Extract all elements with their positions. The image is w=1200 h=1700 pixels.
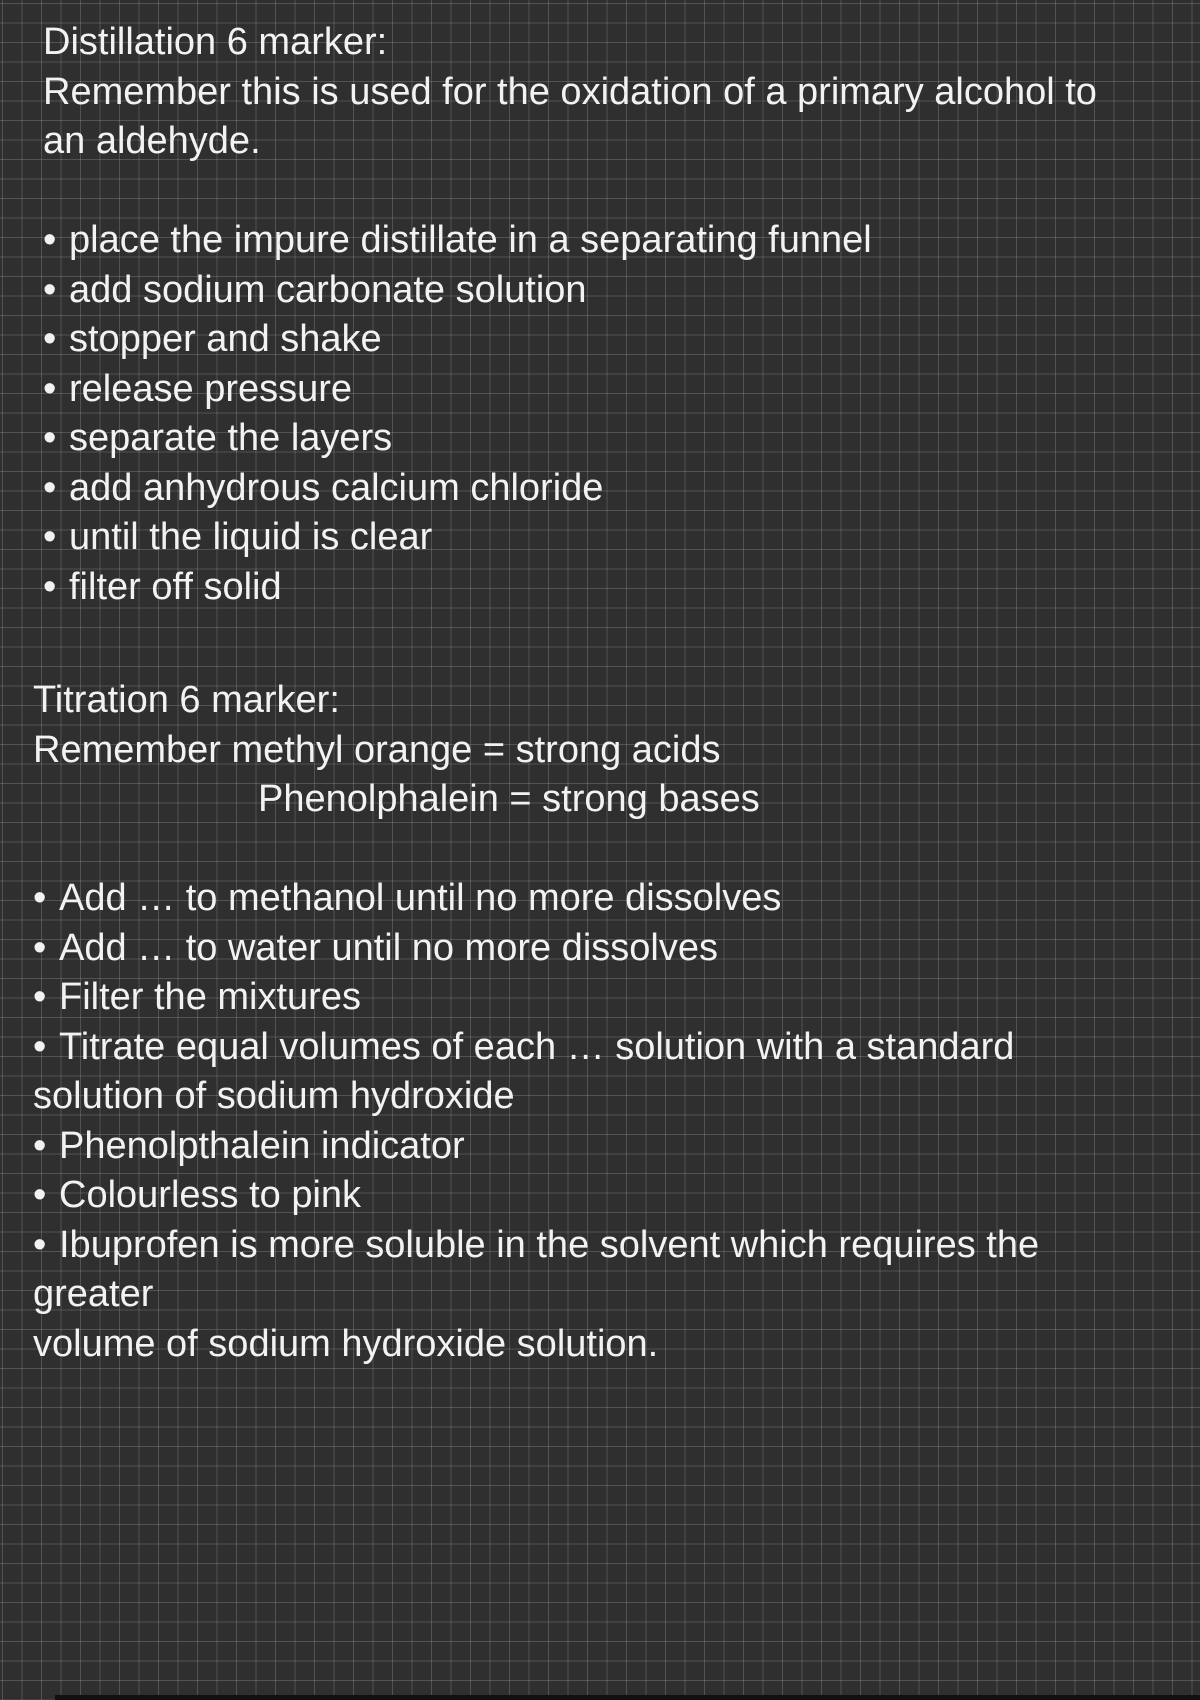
list-item	[33, 924, 1039, 974]
list-item	[43, 266, 1200, 316]
step-text: stopper and shake	[69, 318, 382, 360]
step-text: filter off solid	[69, 565, 282, 608]
step-text: Colourless to pink	[59, 1174, 362, 1216]
list-item	[33, 1221, 1039, 1271]
step-text: Ibuprofen is more soluble in the solvent which requires the	[59, 1223, 1040, 1266]
list-item	[43, 216, 1200, 266]
bullet-icon: •	[33, 976, 47, 1018]
step-continuation: volume of sodium hydroxide solution.	[33, 1322, 659, 1365]
distillation-heading: Distillation 6 marker:	[43, 21, 388, 63]
distillation-note-line-1: Remember this is used for the oxidation of a primary alcohol to	[43, 70, 1097, 113]
step-text: Add … to water until no more dissolves	[59, 926, 718, 969]
spacer	[33, 825, 1039, 875]
step-text: add sodium carbonate solution	[69, 268, 587, 311]
list-item	[33, 1122, 1039, 1172]
list-item	[43, 315, 1200, 365]
step-text: add anhydrous calcium chloride	[69, 466, 604, 509]
bullet-icon: •	[33, 1124, 47, 1167]
bullet-icon: •	[33, 1025, 47, 1068]
step-text: release pressure	[69, 367, 353, 410]
list-item	[43, 464, 1200, 514]
bottom-divider	[55, 1695, 1200, 1700]
step-text: until the liquid is clear	[69, 516, 433, 558]
step-text: Titrate equal volumes of each … solution with a standard	[59, 1025, 1015, 1068]
titration-heading: Titration 6 marker:	[33, 679, 340, 721]
list-item	[33, 973, 1039, 1023]
list-item	[43, 563, 1200, 613]
step-text: Filter the mixtures	[59, 976, 361, 1018]
list-item	[33, 1171, 1039, 1221]
titration-note-line-1: Remember methyl orange = strong acids	[33, 728, 721, 771]
list-item	[43, 513, 1200, 563]
bullet-icon: •	[33, 877, 47, 919]
spacer	[43, 167, 1200, 217]
step-text: place the impure distillate in a separating funnel	[69, 219, 872, 261]
bullet-icon: •	[43, 466, 57, 509]
bullet-icon: •	[43, 565, 57, 608]
step-text: Phenolpthalein indicator	[59, 1124, 465, 1167]
distillation-steps-list	[43, 216, 1200, 612]
step-text: separate the layers	[69, 417, 393, 459]
distillation-note-line-2: an aldehyde.	[43, 120, 261, 162]
list-item	[33, 1023, 1039, 1073]
distillation-section	[43, 18, 1200, 612]
titration-section	[33, 676, 1039, 1369]
bullet-icon: •	[43, 417, 57, 459]
list-item	[43, 365, 1200, 415]
bullet-icon: •	[33, 926, 47, 969]
list-item	[33, 874, 1039, 924]
step-text: Add … to methanol until no more dissolves	[59, 877, 782, 919]
bullet-icon: •	[43, 268, 57, 311]
titration-note-line-2: Phenolphalein = strong bases	[258, 778, 760, 820]
bullet-icon: •	[33, 1174, 47, 1216]
bullet-icon: •	[43, 367, 57, 410]
bullet-icon: •	[43, 318, 57, 360]
bullet-icon: •	[33, 1223, 47, 1266]
step-continuation: solution of sodium hydroxide	[33, 1075, 515, 1117]
bullet-icon: •	[43, 516, 57, 558]
list-item	[43, 414, 1200, 464]
step-continuation: greater	[33, 1273, 154, 1315]
bullet-icon: •	[43, 219, 57, 261]
